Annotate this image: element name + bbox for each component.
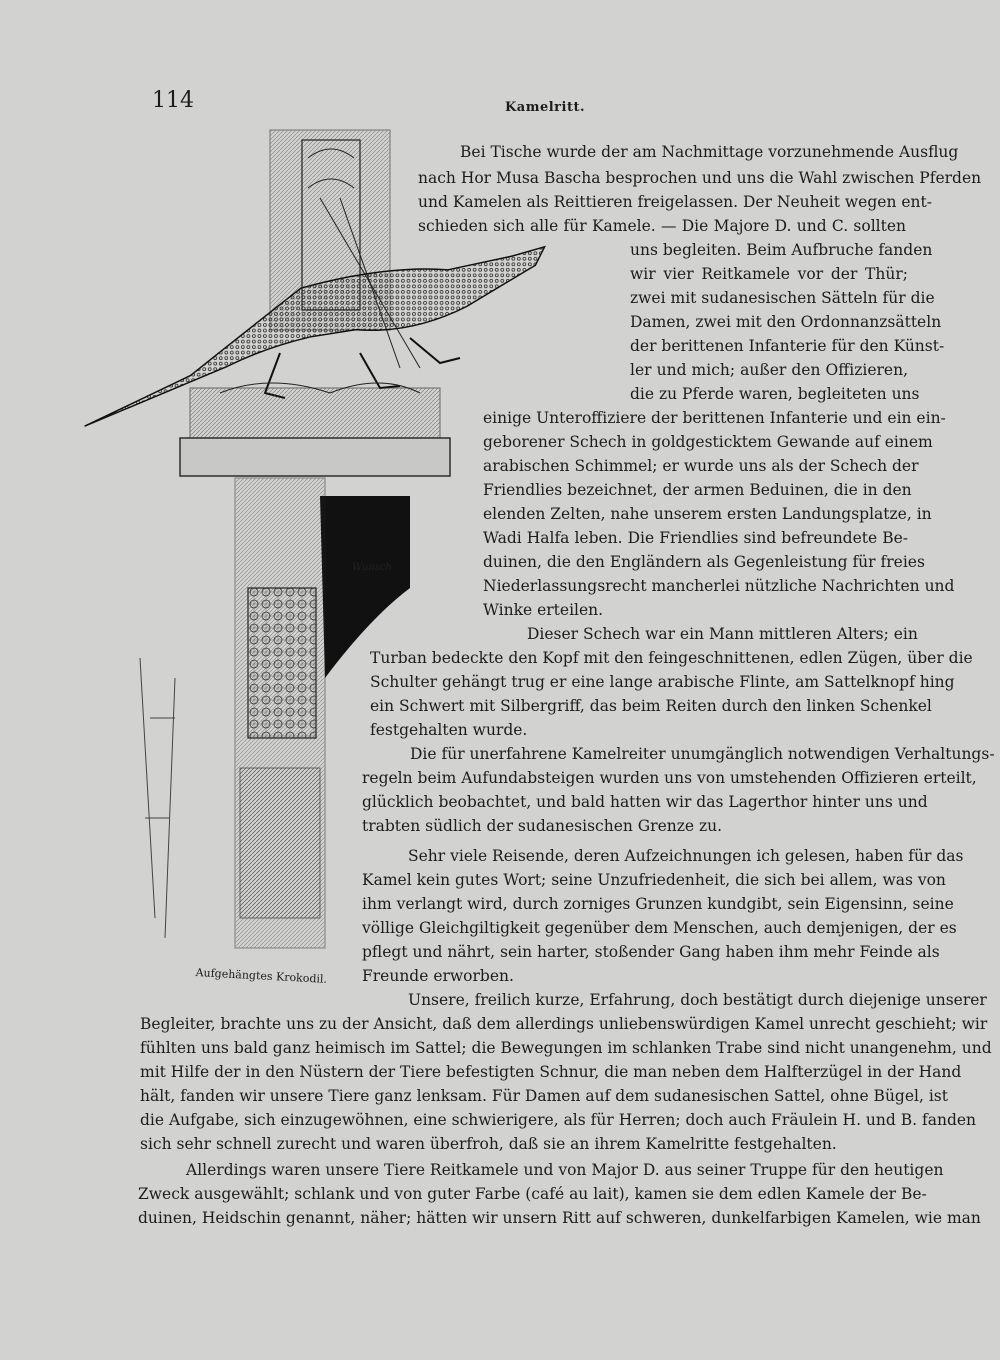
text-line: sich sehr schnell zurecht und waren überfroh, daß sie an ihrem Kamelritte festgehalten. xyxy=(140,1135,837,1153)
text-line: Turban bedeckte den Kopf mit den feingeschnittenen, edlen Zügen, über die xyxy=(370,649,973,667)
text-line: glücklich beobachtet, und bald hatten wir das Lagerthor hinter uns und xyxy=(362,793,928,811)
text-line: nach Hor Musa Bascha besprochen und uns die Wahl zwischen Pferden xyxy=(418,169,982,187)
text-line: wir vier Reitkamele vor der Thür; xyxy=(630,265,908,283)
page-number: 114 xyxy=(152,88,194,113)
text-line: Dieser Schech war ein Mann mittleren Alters; ein xyxy=(527,625,918,643)
text-line: die Aufgabe, sich einzugewöhnen, eine schwierigere, als für Herren; doch auch Fräulein H. und B. fanden xyxy=(140,1111,977,1129)
text-line: hält, fanden wir unsere Tiere ganz lenksam. Für Damen auf dem sudanesischen Sattel, ohne Bügel, ist xyxy=(140,1087,948,1105)
text-line: geborener Schech in goldgesticktem Gewande auf einem xyxy=(483,433,933,451)
text-line: Begleiter, brachte uns zu der Ansicht, daß dem allerdings unliebenswürdigen Kamel unrecht geschieht; wir xyxy=(140,1015,988,1033)
text-line: Zweck ausgewählt; schlank und von guter Farbe (café au lait), kamen sie dem edlen Kamele der Be- xyxy=(138,1185,927,1203)
text-line: ihm verlangt wird, durch zorniges Grunzen kundgibt, sein Eigensinn, seine xyxy=(362,895,954,913)
text-line: Damen, zwei mit den Ordonnanzsätteln xyxy=(630,313,942,331)
text-line: Allerdings waren unsere Tiere Reitkamele und von Major D. aus seiner Truppe für den heutigen xyxy=(186,1161,944,1179)
text-line: fühlten uns bald ganz heimisch im Sattel; die Bewegungen im schlanken Trabe sind nicht unangenehm, und xyxy=(140,1039,992,1057)
text-line: pflegt und nährt, sein harter, stoßender Gang haben ihm mehr Feinde als xyxy=(362,943,940,961)
text-line: der berittenen Infanterie für den Künst- xyxy=(630,337,945,355)
text-line: Sehr viele Reisende, deren Aufzeichnungen ich gelesen, haben für das xyxy=(408,847,964,865)
text-line: duinen, die den Engländern als Gegenleistung für freies xyxy=(483,553,925,571)
running-head: Kamelritt. xyxy=(505,100,586,115)
text-line: mit Hilfe der in den Nüstern der Tiere befestigten Schnur, die man neben dem Halfterzügel in der Hand xyxy=(140,1063,962,1081)
text-line: Kamel kein gutes Wort; seine Unzufriedenheit, die sich bei allem, was von xyxy=(362,871,946,889)
text-line: Wadi Halfa leben. Die Friendlies sind befreundete Be- xyxy=(483,529,908,547)
text-line: die zu Pferde waren, begleiteten uns xyxy=(630,385,920,403)
text-line: arabischen Schimmel; er wurde uns als der Schech der xyxy=(483,457,919,475)
text-line: und Kamelen als Reittieren freigelassen. Der Neuheit wegen ent- xyxy=(418,193,932,211)
text-line: Niederlassungsrecht mancherlei nützliche Nachrichten und xyxy=(483,577,955,595)
text-line: Schulter gehängt trug er eine lange arabische Flinte, am Sattelknopf hing xyxy=(370,673,955,691)
artist-signature: Wunsch xyxy=(352,562,392,573)
text-line: trabten südlich der sudanesischen Grenze zu. xyxy=(362,817,723,835)
text-line: schieden sich alle für Kamele. — Die Majore D. und C. sollten xyxy=(418,217,906,235)
crocodile-illustration xyxy=(80,118,460,976)
illustration-caption: Aufgehängtes Krokodil. xyxy=(195,966,328,986)
text-line: Die für unerfahrene Kamelreiter unumgänglich notwendigen Verhaltungs- xyxy=(410,745,995,763)
text-line: regeln beim Aufundabsteigen wurden uns von umstehenden Offizieren erteilt, xyxy=(362,769,977,787)
text-line: ein Schwert mit Silbergriff, das beim Reiten durch den linken Schenkel xyxy=(370,697,932,715)
text-line: Freunde erworben. xyxy=(362,967,514,985)
text-line: Bei Tische wurde der am Nachmittage vorzunehmende Ausflug xyxy=(460,143,959,161)
text-line: einige Unteroffiziere der berittenen Infanterie und ein ein- xyxy=(483,409,946,427)
text-line: ler und mich; außer den Offizieren, xyxy=(630,361,908,379)
text-line: elenden Zelten, nahe unserem ersten Landungsplatze, in xyxy=(483,505,932,523)
text-line: uns begleiten. Beim Aufbruche fanden xyxy=(630,241,933,259)
text-line: völlige Gleichgiltigkeit gegenüber dem Menschen, auch demjenigen, der es xyxy=(362,919,957,937)
text-line: Winke erteilen. xyxy=(483,601,604,619)
text-line: festgehalten wurde. xyxy=(370,721,528,739)
text-line: zwei mit sudanesischen Sätteln für die xyxy=(630,289,935,307)
text-line: Friendlies bezeichnet, der armen Beduinen, die in den xyxy=(483,481,912,499)
text-line: duinen, Heidschin genannt, näher; hätten wir unsern Ritt auf schweren, dunkelfarbigen Kamelen, wie man xyxy=(138,1209,981,1227)
text-line: Unsere, freilich kurze, Erfahrung, doch bestätigt durch diejenige unserer xyxy=(408,991,987,1009)
